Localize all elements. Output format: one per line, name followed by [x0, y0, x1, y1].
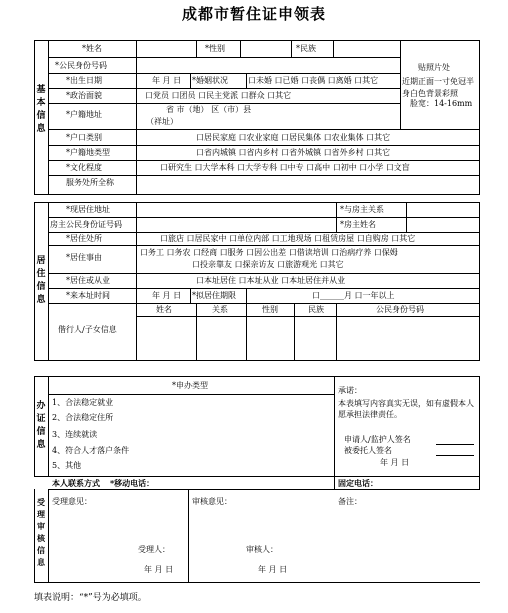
rule	[190, 73, 191, 89]
rule	[48, 232, 479, 233]
label-reviewer: 审核人：	[246, 545, 278, 554]
sign-line-agent	[436, 455, 474, 456]
pledge-body: 本表填写内容真实无误，如有虚假本人愿承担法律责任。	[338, 399, 474, 419]
period-fill: 口______月 口一年以上	[312, 291, 395, 300]
rule	[48, 88, 400, 89]
label-current-address: *现居住地址	[66, 205, 110, 214]
label-reason: *居住事由	[66, 253, 102, 262]
sign-agent: 被委托人签名	[344, 446, 392, 455]
label-owner-id: 房主公民身份证号码	[50, 220, 122, 229]
rule	[479, 376, 480, 490]
rule	[48, 40, 49, 195]
rule	[48, 103, 400, 104]
label-service: 服务处所全称	[66, 178, 114, 187]
rule	[246, 303, 247, 361]
rule	[196, 303, 197, 361]
occupation-options: 口本址居住 口本址从业 口本址居住并从业	[196, 276, 346, 285]
rule	[240, 40, 241, 58]
rule	[336, 202, 337, 233]
hukou-area-options: 口省内城镇 口省内乡村 口省外城镇 口省外乡村 口其它	[196, 148, 391, 157]
label-id-no: *公民身份号码	[55, 61, 107, 70]
label-hukou-type: *户口类别	[66, 133, 102, 142]
rule	[188, 489, 189, 583]
rule	[246, 288, 247, 304]
rule	[246, 73, 247, 89]
rule	[48, 217, 479, 218]
reason-options-1: 口务工 口务农 口经商 口服务 口因公出差 口借读培训 口治病疗养 口保姆	[140, 248, 398, 257]
accept-date: 年 月 日	[144, 565, 174, 574]
col-id-no: 公民身份号码	[376, 305, 424, 314]
footnote: 填表说明：“*”号为必填项。	[34, 593, 147, 603]
apply-type-1: 1、合法稳定就业	[52, 398, 114, 407]
pledge-title: 承诺：	[338, 386, 362, 395]
rule	[34, 360, 480, 361]
rule	[406, 202, 407, 233]
rule	[48, 489, 480, 490]
rule	[34, 376, 480, 377]
birth-fill: 年 月 日	[152, 76, 182, 85]
place-options: 口旅店 口居民家中 口单位内部 口工地现场 口租赁房屋 口自购房 口其它	[160, 234, 416, 243]
label-ethnicity: *民族	[296, 44, 316, 53]
col-relation: 关系	[212, 305, 228, 314]
rule	[294, 303, 295, 361]
col-name: 姓名	[156, 305, 172, 314]
rule	[34, 476, 480, 477]
label-relation: *与房主关系	[340, 205, 384, 214]
rule	[48, 129, 479, 130]
rule	[48, 489, 49, 583]
review-date: 年 月 日	[258, 565, 288, 574]
rule	[336, 303, 337, 361]
label-accept: 受理意见：	[52, 497, 92, 506]
rule	[196, 40, 197, 58]
marital-options: 口未婚 口已婚 口丧偶 口离婚 口其它	[248, 76, 379, 85]
rule	[48, 145, 479, 146]
rule	[48, 376, 49, 477]
rule	[479, 202, 480, 361]
label-hukou-area: *户籍地类型	[66, 148, 110, 157]
rule	[334, 376, 335, 490]
label-apply-type: *申办类型	[172, 381, 208, 390]
label-companions: 偕行人/子女信息	[58, 325, 117, 334]
label-mobile: *移动电话：	[110, 478, 155, 488]
photo-desc: 近期正面一寸免冠半身白色背景彩照	[402, 77, 474, 98]
rule	[34, 202, 480, 203]
political-options: 口党员 口团员 口民主党派 口群众 口其它	[145, 91, 292, 100]
label-place: *居住处所	[66, 234, 102, 243]
rule	[48, 394, 334, 395]
handling-date: 年 月 日	[380, 458, 410, 467]
section-label-handling: 办证信息	[36, 401, 46, 450]
education-options: 口研究生 口大学本科 口大学专科 口中专 口高中 口初中 口小学 口文盲	[160, 163, 410, 172]
rule	[190, 288, 191, 304]
rule	[48, 57, 400, 58]
col-ethnicity: 民族	[308, 305, 324, 314]
form-title: 成都市暂住证申领表	[181, 5, 326, 23]
label-remarks: 备注：	[338, 497, 362, 506]
arrival-fill: 年 月 日	[152, 291, 182, 300]
rule	[34, 582, 480, 583]
apply-type-4: 4、符合人才落户条件	[52, 446, 130, 455]
rule	[479, 40, 480, 195]
rule	[48, 245, 479, 246]
rule	[48, 73, 400, 74]
apply-type-2: 2、合法稳定住所	[52, 413, 114, 422]
rule	[48, 160, 479, 161]
label-acceptor: 受理人：	[138, 545, 170, 554]
label-review: 审核意见：	[192, 497, 232, 506]
apply-type-5: 5、其他	[52, 461, 82, 470]
label-marital: *婚姻状况	[192, 76, 228, 85]
label-contact: 本人联系方式	[52, 478, 100, 488]
label-owner-name: *房主姓名	[340, 220, 376, 229]
section-label-residence: 居住信息	[36, 256, 46, 305]
rule	[136, 316, 479, 317]
rule	[48, 273, 479, 274]
apply-type-3: 3、连续就读	[52, 430, 98, 439]
rule	[136, 202, 137, 361]
label-birth: *出生日期	[66, 76, 102, 85]
hukou-line1: 省 市（地） 区（市）县	[166, 105, 252, 114]
rule	[48, 288, 479, 289]
label-hukou: *户籍地址	[66, 110, 102, 119]
rule	[400, 40, 401, 130]
rule	[34, 194, 480, 195]
section-label-basic: 基本信息	[36, 85, 46, 134]
section-label-approval: 受理审核信息	[37, 497, 45, 567]
reason-options-2: 口投亲靠友 口探亲访友 口旅游观光 口其它	[192, 260, 344, 269]
rule	[34, 40, 480, 41]
rule	[48, 202, 49, 361]
rule	[136, 40, 137, 195]
hukou-line2: （祥址）	[146, 117, 178, 126]
label-phone: 固定电话：	[338, 478, 378, 488]
rule	[333, 40, 334, 58]
rule	[48, 175, 479, 176]
photo-title: 贴照片处	[418, 63, 450, 72]
label-political: *政治面貌	[66, 91, 102, 100]
label-occupation: *居住或从业	[66, 276, 110, 285]
label-period: *拟居住期限	[192, 291, 236, 300]
photo-size: 脸宽：14-16mm	[410, 99, 473, 108]
label-name: *姓名	[82, 44, 102, 53]
label-arrival: *来本址时间	[66, 291, 110, 300]
hukou-type-options: 口居民家庭 口农业家庭 口居民集体 口农业集体 口其它	[196, 133, 391, 142]
label-education: *文化程度	[66, 163, 102, 172]
rule	[291, 40, 292, 58]
sign-applicant: 申请人/监护人签名	[344, 435, 411, 444]
sign-line-applicant	[436, 444, 474, 445]
rule	[48, 303, 479, 304]
label-gender: *性别	[205, 44, 225, 53]
col-gender: 性别	[262, 305, 278, 314]
